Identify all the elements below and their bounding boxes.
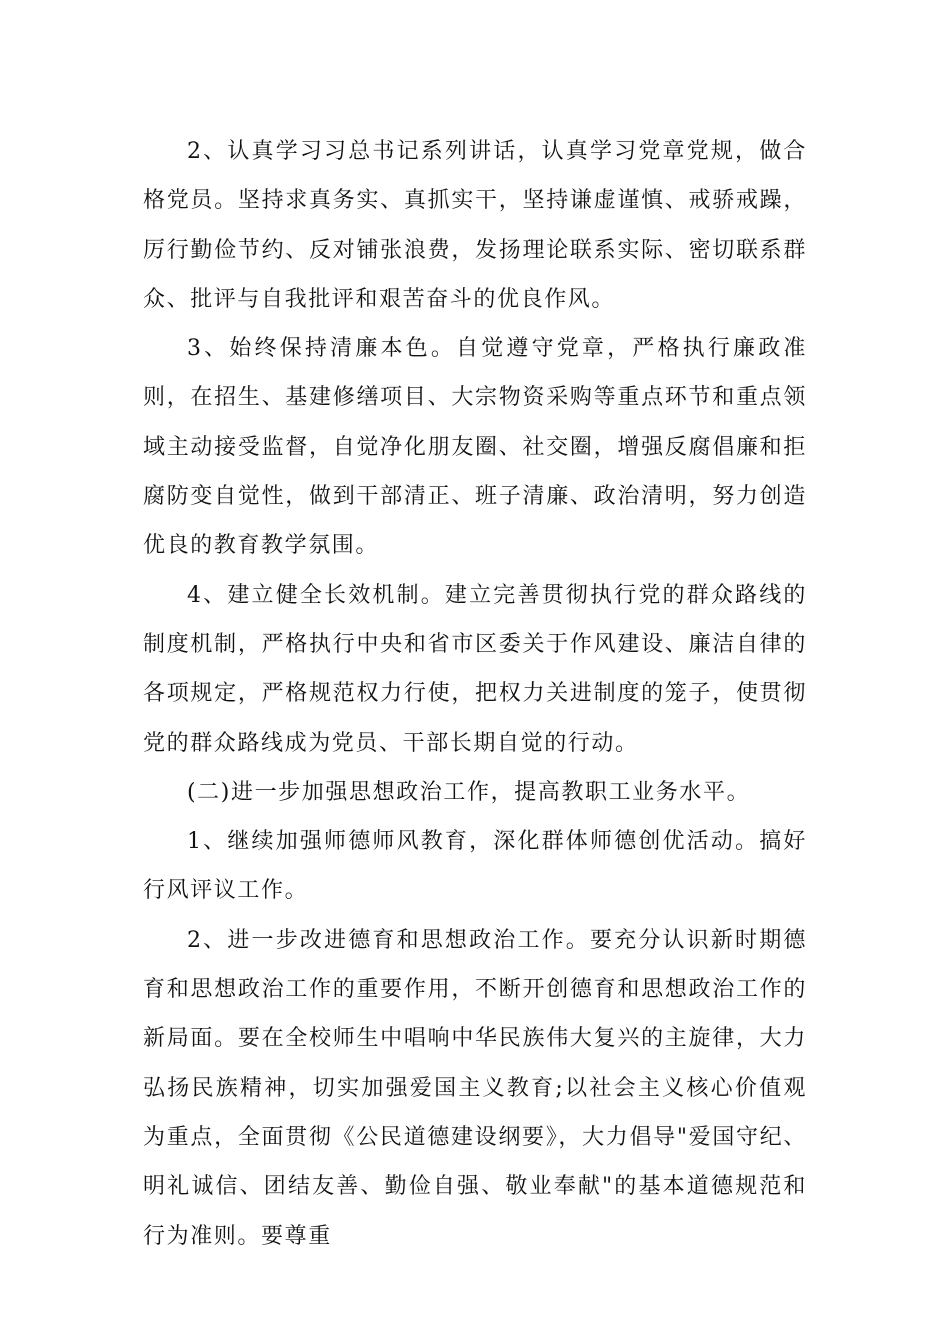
paragraph-item-3: 3、始终保持清廉本色。自觉遵守党章，严格执行廉政准则，在招生、基建修缮项目、大宗物资采购等重点环节和重点领域主动接受监督，自觉净化朋友圈、社交圈，增强反腐倡廉和拒腐防变自觉性，做到干部清正、班子清廉、政治清明，努力创造优良的教育教学氛围。 — [143, 336, 807, 559]
paragraph-item-2: 2、认真学习习总书记系列讲话，认真学习党章党规，做合格党员。坚持求真务实、真抓实干，坚持谦虚谨慎、戒骄戒躁，厉行勤俭节约、反对铺张浪费，发扬理论联系实际、密切联系群众、批评与自我批评和艰苦奋斗的优良作风。 — [143, 139, 807, 312]
paragraph-subitem-2: 2、进一步改进德育和思想政治工作。要充分认识新时期德育和思想政治工作的重要作用，不断开创德育和思想政治工作的新局面。要在全校师生中唱响中华民族伟大复兴的主旋律，大力弘扬民族精神，切实加强爱国主义教育;以社会主义核心价值观为重点，全面贯彻《公民道德建设纲要》，大力倡导"爱国守纪、明礼诚信、团结友善、勤俭自强、敬业奉献"的基本道德规范和行为准则。要尊重 — [143, 927, 807, 1249]
section-heading-2: (二)进一步加强思想政治工作，提高教职工业务水平。 — [187, 779, 751, 805]
paragraph-subitem-1: 1、继续加强师德师风教育，深化群体师德创优活动。搞好行风评议工作。 — [143, 829, 807, 904]
document-body — [143, 127, 807, 1261]
paragraph-item-4: 4、建立健全长效机制。建立完善贯彻执行党的群众路线的制度机制，严格执行中央和省市区委关于作风建设、廉洁自律的各项规定，严格规范权力行使，把权力关进制度的笼子，使贯彻党的群众路线成为党员、干部长期自觉的行动。 — [143, 582, 807, 756]
